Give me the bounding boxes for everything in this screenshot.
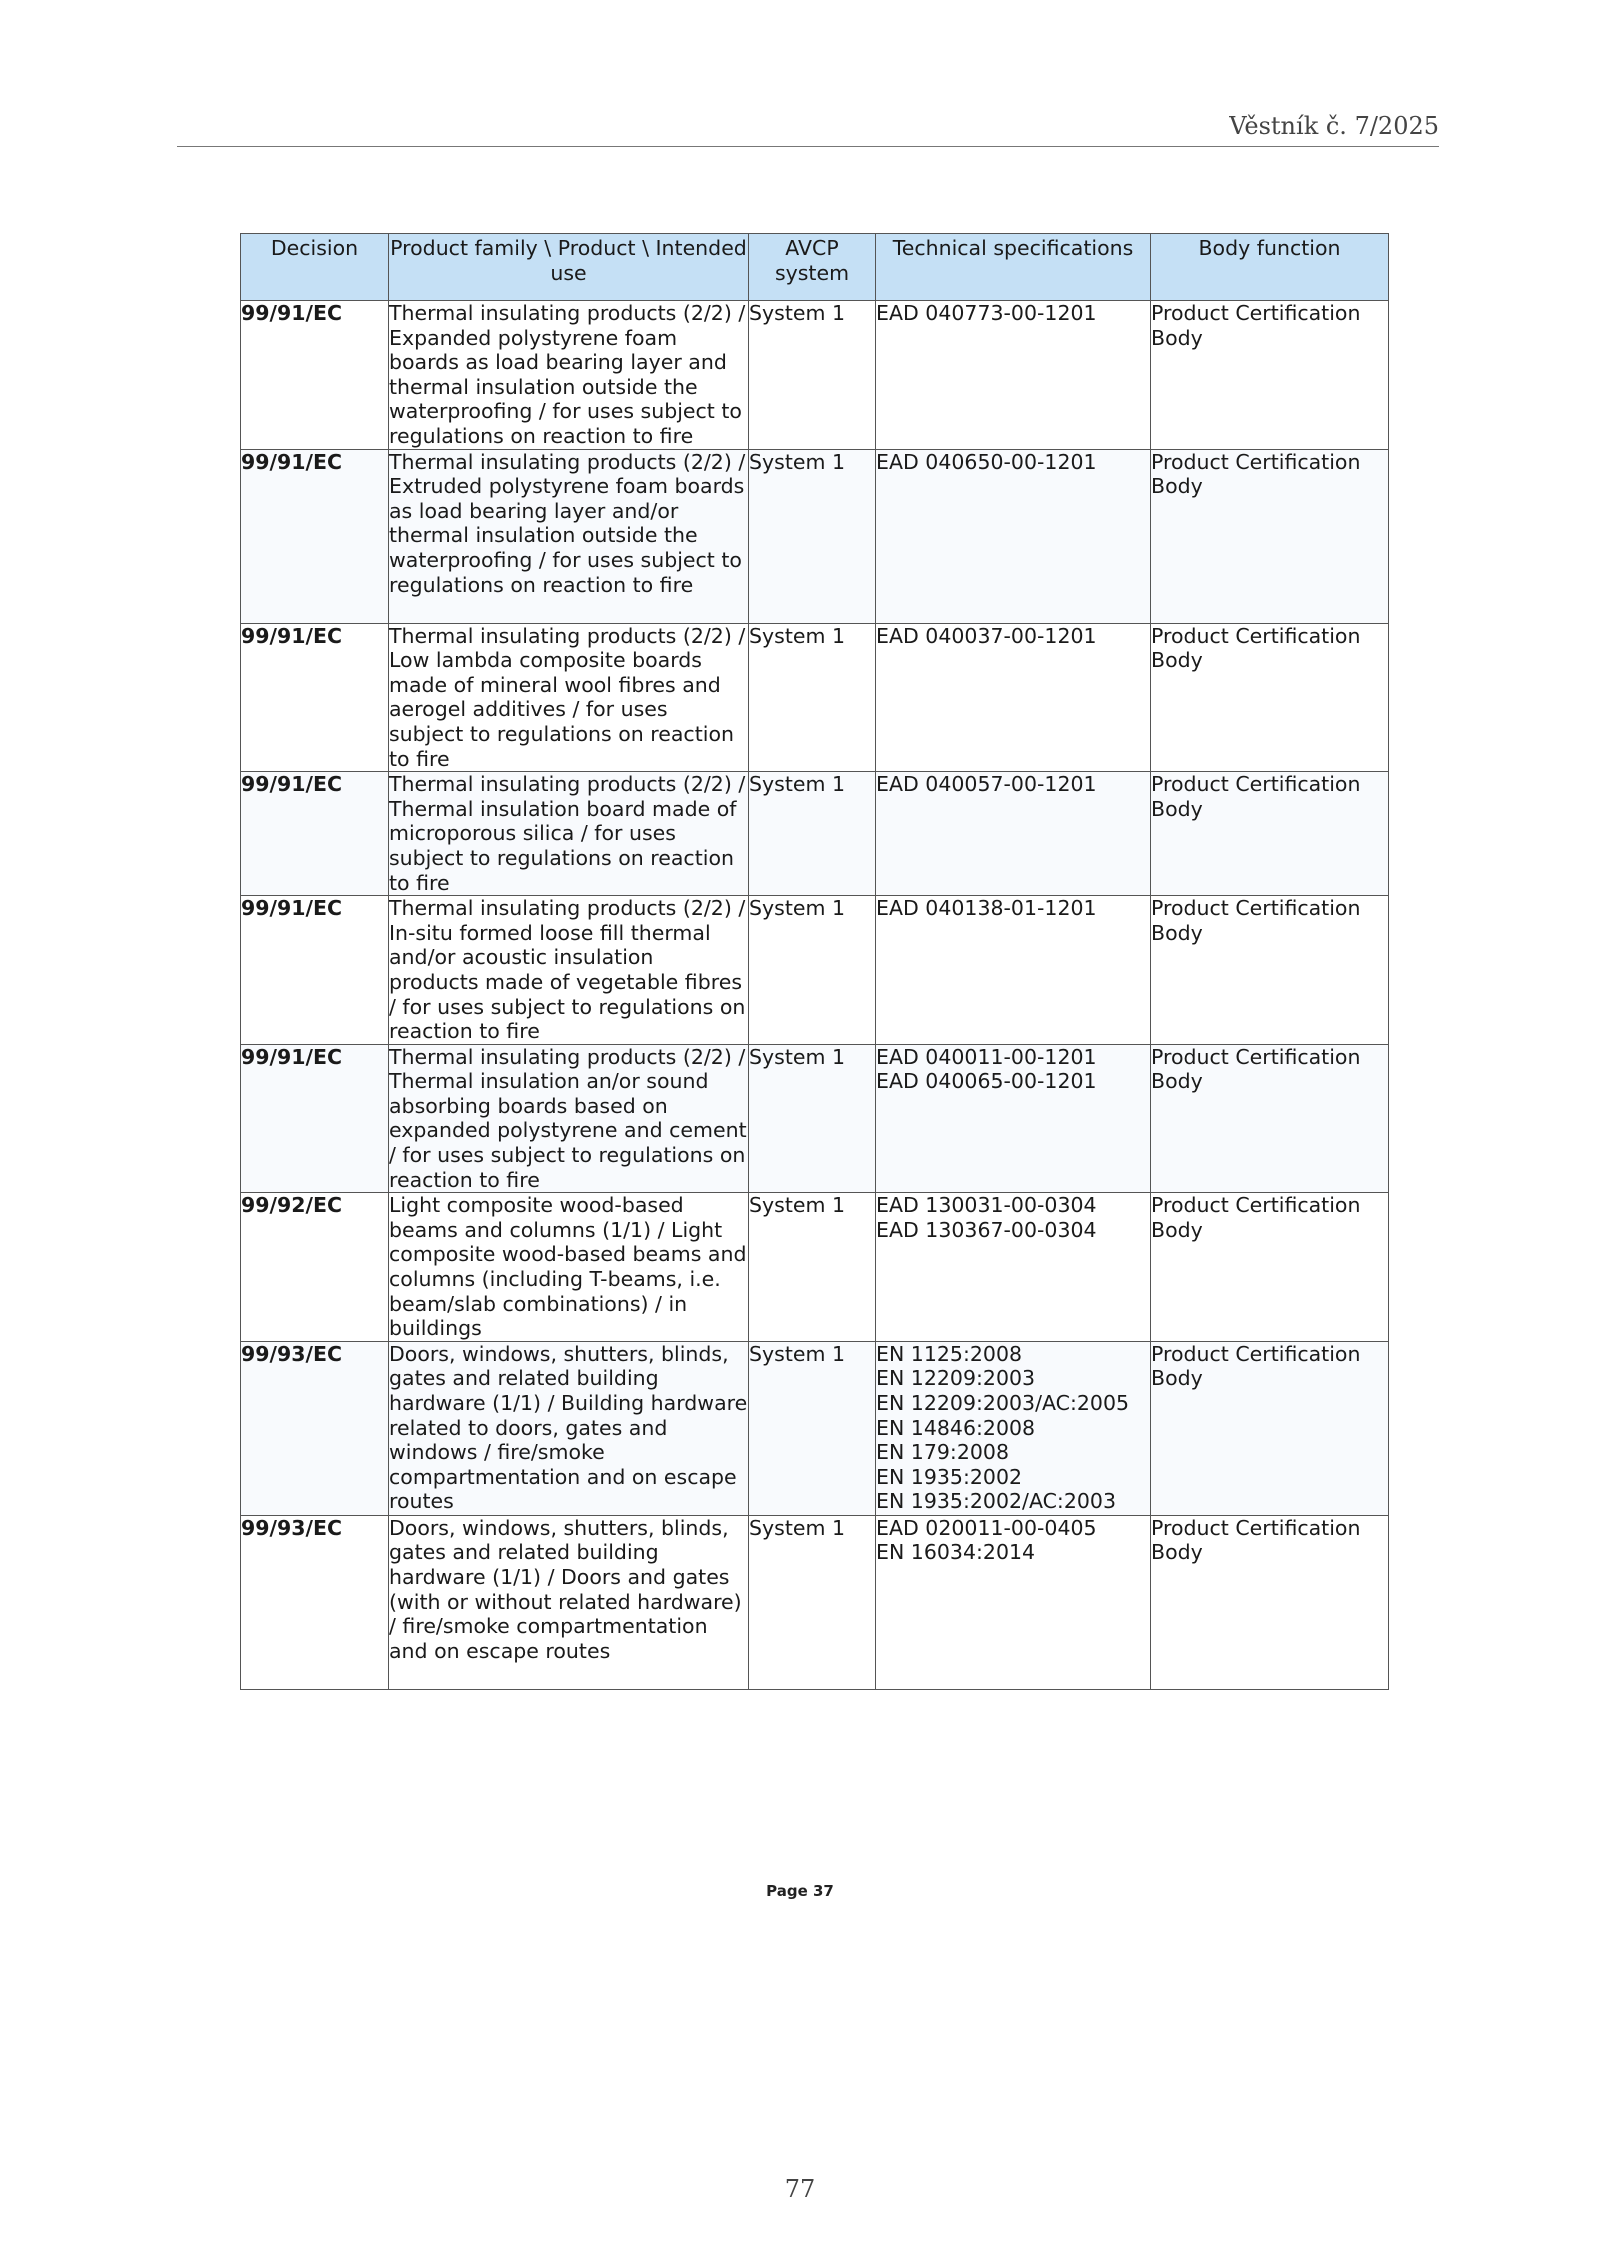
cell-body-function: Product Certification Body (1151, 623, 1389, 772)
spec-item: EAD 130031-00-0304 (876, 1193, 1097, 1218)
cell-body-function: Product Certification Body (1151, 896, 1389, 1045)
cell-product: Thermal insulating products (2/2) / Low lambda composite boards made of mineral wool fibres and aerogel additives / for uses subject to regulations on reaction to fire (389, 623, 749, 772)
spec-item: EN 1935:2002 (876, 1464, 1023, 1489)
spec-item: EN 179:2008 (876, 1440, 1010, 1465)
cell-avcp: System 1 (749, 772, 876, 896)
cell-product: Thermal insulating products (2/2) / Thermal insulation an/or sound absorbing boards based on expanded polystyrene and cement / for uses subject to regulations on reaction to fire (389, 1044, 747, 1192)
table-body (241, 301, 1389, 1690)
spec-item: EN 12209:2003 (876, 1366, 1036, 1391)
spec-item: EN 12209:2003/AC:2005 (876, 1391, 1130, 1415)
cell-avcp: System 1 (749, 896, 876, 1045)
cell-product: Light composite wood-based beams and columns (1/1) / Light composite wood-based beams and columns (including T-beams, i.e. beam/slab combinations) / in buildings (389, 1193, 749, 1342)
cell-decision: 99/91/EC (241, 896, 389, 1045)
cell-decision: 99/93/EC (241, 1515, 389, 1689)
spec-item: EAD 040037-00-1201 (876, 623, 1097, 648)
cell-specs (876, 623, 1151, 772)
cell-body-function: Product Certification Body (1151, 1193, 1389, 1342)
col-header-product: Product family \ Product \ Intended use (389, 234, 749, 301)
page-header (177, 108, 1439, 147)
cell-decision: 99/92/EC (241, 1193, 389, 1342)
table-header-row (241, 234, 1389, 301)
spec-item: EAD 040057-00-1201 (876, 772, 1097, 797)
cell-product: Thermal insulating products (2/2) / Thermal insulation board made of microporous silica / for uses subject to regulations on reaction to fire (389, 772, 749, 896)
table-row (241, 772, 1389, 896)
table-row (241, 449, 1389, 623)
cell-product: Thermal insulating products (2/2) / Extruded polystyrene foam boards as load bearing layer and/or thermal insulation outside the waterproofing / for uses subject to regulations on reaction to fire (389, 449, 749, 623)
cell-body-function: Product Certification Body (1151, 1341, 1389, 1515)
table-row (241, 896, 1389, 1045)
cell-decision: 99/91/EC (241, 301, 389, 450)
cell-avcp: System 1 (749, 1044, 876, 1193)
cell-specs (876, 301, 1151, 450)
cell-decision: 99/91/EC (241, 449, 389, 623)
cell-body-function: Product Certification Body (1151, 449, 1389, 623)
spec-item: EN 14846:2008 (876, 1415, 1036, 1440)
spec-item: EAD 040011-00-1201 (876, 1044, 1097, 1069)
table-row (241, 1044, 1389, 1193)
cell-specs (876, 1044, 1151, 1193)
spec-item: EN 16034:2014 (876, 1540, 1036, 1565)
cell-avcp: System 1 (749, 623, 876, 772)
col-header-avcp: AVCP system (749, 234, 876, 301)
cell-body-function: Product Certification Body (1151, 772, 1389, 896)
table-row (241, 1341, 1389, 1515)
cell-specs (876, 1341, 1151, 1515)
cell-avcp: System 1 (749, 301, 876, 450)
cell-product: Thermal insulating products (2/2) / Expanded polystyrene foam boards as load bearing layer and thermal insulation outside the waterproofing / for uses subject to regulations on reaction to fire (389, 301, 749, 450)
cell-specs (876, 896, 1151, 1045)
page-number: 77 (784, 2175, 816, 2203)
cell-specs (876, 449, 1151, 623)
cell-avcp: System 1 (749, 1341, 876, 1515)
col-header-specs: Technical specifications (876, 234, 1151, 301)
table-row (241, 301, 1389, 450)
cell-decision: 99/91/EC (241, 1044, 389, 1193)
cell-avcp: System 1 (749, 1515, 876, 1689)
page-label: Page 37 (766, 1882, 834, 1900)
col-header-body: Body function (1151, 234, 1389, 301)
cell-avcp: System 1 (749, 449, 876, 623)
table-row (241, 1193, 1389, 1342)
spec-item: EAD 130367-00-0304 (876, 1217, 1097, 1242)
table-row (241, 1515, 1389, 1689)
certification-table (240, 233, 1389, 1690)
cell-decision: 99/93/EC (241, 1341, 389, 1515)
spec-item: EAD 040773-00-1201 (876, 301, 1097, 325)
cell-product: Doors, windows, shutters, blinds, gates and related building hardware (1/1) / Building hardware related to doors, gates and windows / fire/smoke compartmentation and on escape routes (389, 1341, 748, 1514)
cell-avcp: System 1 (749, 1193, 876, 1342)
spec-item: EN 1125:2008 (876, 1341, 1023, 1366)
table-row (241, 623, 1389, 772)
cell-product: Doors, windows, shutters, blinds, gates and related building hardware (1/1) / Doors and gates (with or without related hardware) / fire/smoke compartmentation and on escape routes (389, 1515, 749, 1689)
cell-decision: 99/91/EC (241, 623, 389, 772)
cell-decision: 99/91/EC (241, 772, 389, 896)
spec-item: EAD 020011-00-0405 (876, 1515, 1097, 1540)
spec-item: EAD 040065-00-1201 (876, 1069, 1097, 1094)
col-header-decision: Decision (241, 234, 389, 301)
cell-body-function: Product Certification Body (1151, 1515, 1389, 1689)
cell-specs (876, 1193, 1151, 1342)
cell-specs (876, 1515, 1151, 1689)
cell-product: Thermal insulating products (2/2) / In-situ formed loose fill thermal and/or acoustic insulation products made of vegetable fibres / for uses subject to regulations on reaction to fire (389, 896, 749, 1045)
spec-item: EAD 040650-00-1201 (876, 449, 1097, 474)
spec-item: EAD 040138-01-1201 (876, 896, 1097, 921)
cell-body-function: Product Certification Body (1151, 1044, 1389, 1193)
journal-issue: Věstník č. 7/2025 (1229, 112, 1439, 140)
cell-specs (876, 772, 1151, 896)
spec-item: EN 1935:2002/AC:2003 (876, 1489, 1117, 1514)
cell-body-function: Product Certification Body (1151, 301, 1389, 450)
